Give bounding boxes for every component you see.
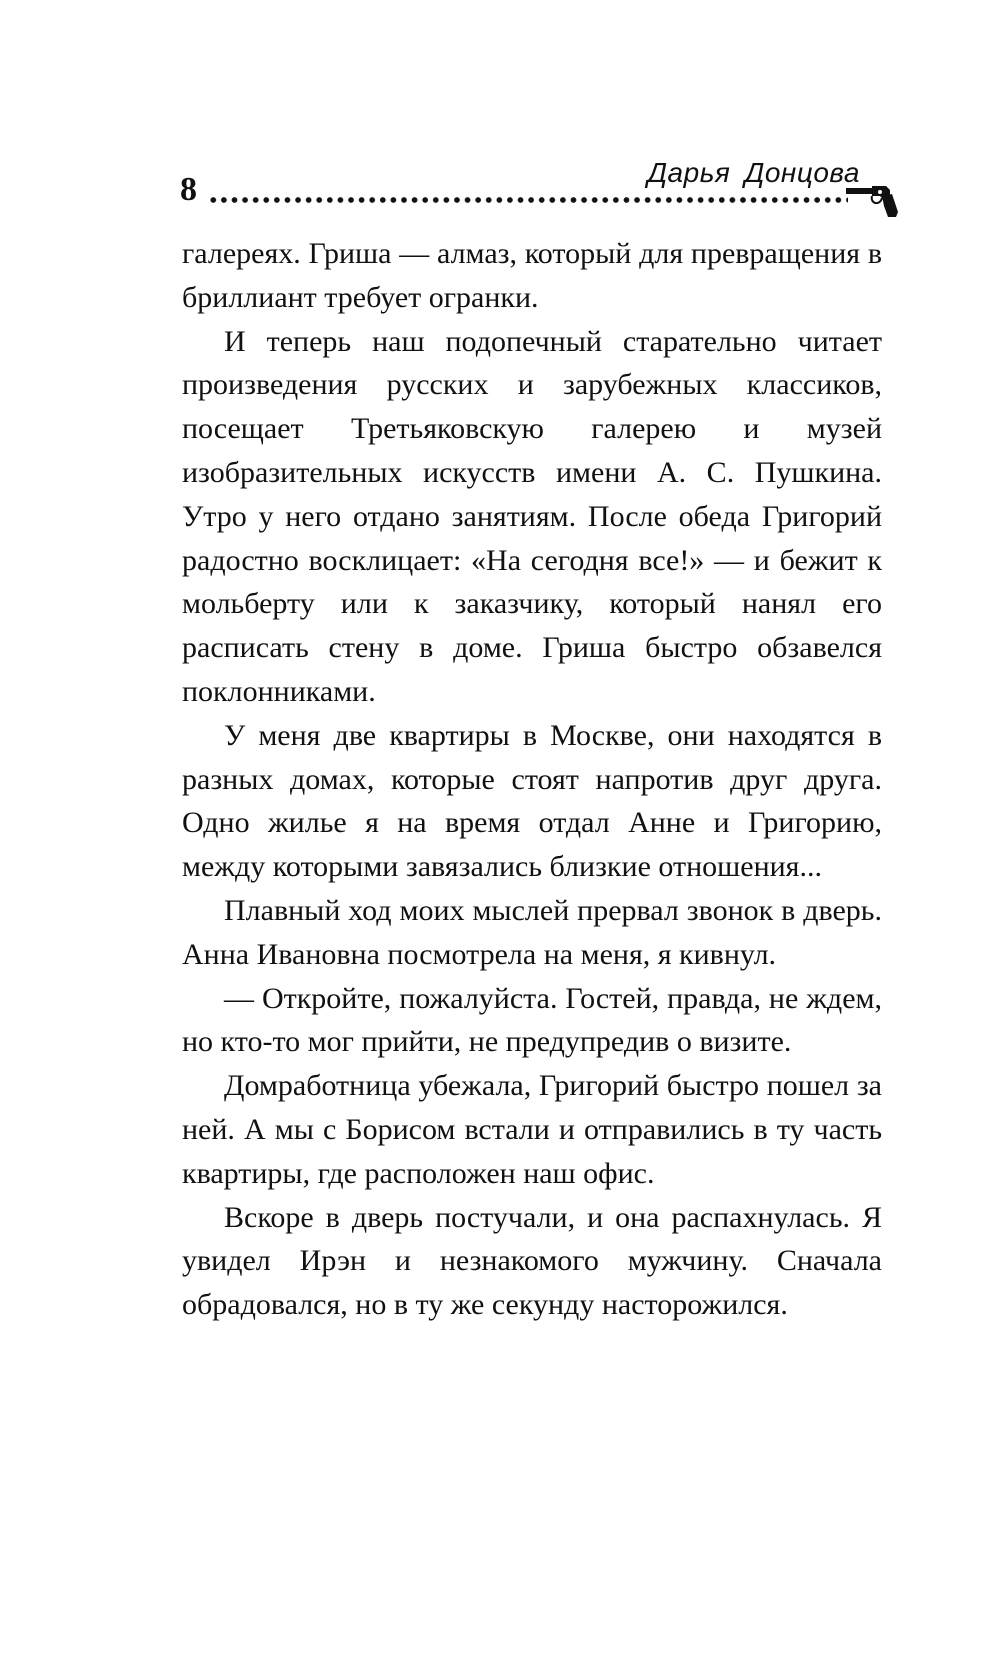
paragraph: Домработница убежала, Григорий быстро пошел за ней. А мы с Борисом встали и отправились в ту часть квартиры, где расположен наш офис. [182,1069,882,1190]
dotted-leader [208,196,848,204]
paragraph: — Откройте, пожалуйста. Гостей, правда, не ждем, но кто-то мог прийти, не предупредив о визите. [182,981,882,1059]
revolver-icon [846,184,898,218]
paragraph: галереях. Гриша — алмаз, который для превращения в бриллиант требует огранки. [182,237,882,314]
page-number: 8 [180,171,197,208]
running-header [180,150,900,220]
paragraph: У меня две квартиры в Москве, они находятся в разных домах, которые стоят напротив друг друга. Одно жилье я на время отдал Анне и Григорию, между которыми завязались близкие отношения... [182,718,882,884]
page-body [182,232,882,1327]
paragraph: Вскоре в дверь постучали, и она распахнулась. Я увидел Ирэн и незнакомого мужчину. Сначала обрадовался, но в ту же секунду насторожился. [182,1200,882,1322]
paragraph: Плавный ход моих мыслей прервал звонок в дверь. Анна Ивановна посмотрела на меня, я кивнул. [182,893,882,971]
paragraph: И теперь наш подопечный старательно читает произведения русских и зарубежных классиков, посещает Третьяковскую галерею и музей изобразительных искусств имени А. С. Пушкина. Утро у него отдано занятиям. После обеда Григорий радостно восклицает: «На сегодня все!» — и бежит к мольберту или к заказчику, который нанял его расписать стену в доме. Гриша быстро обзавелся поклонниками. [182,324,882,708]
running-head-author: Дарья Донцова [647,157,860,188]
